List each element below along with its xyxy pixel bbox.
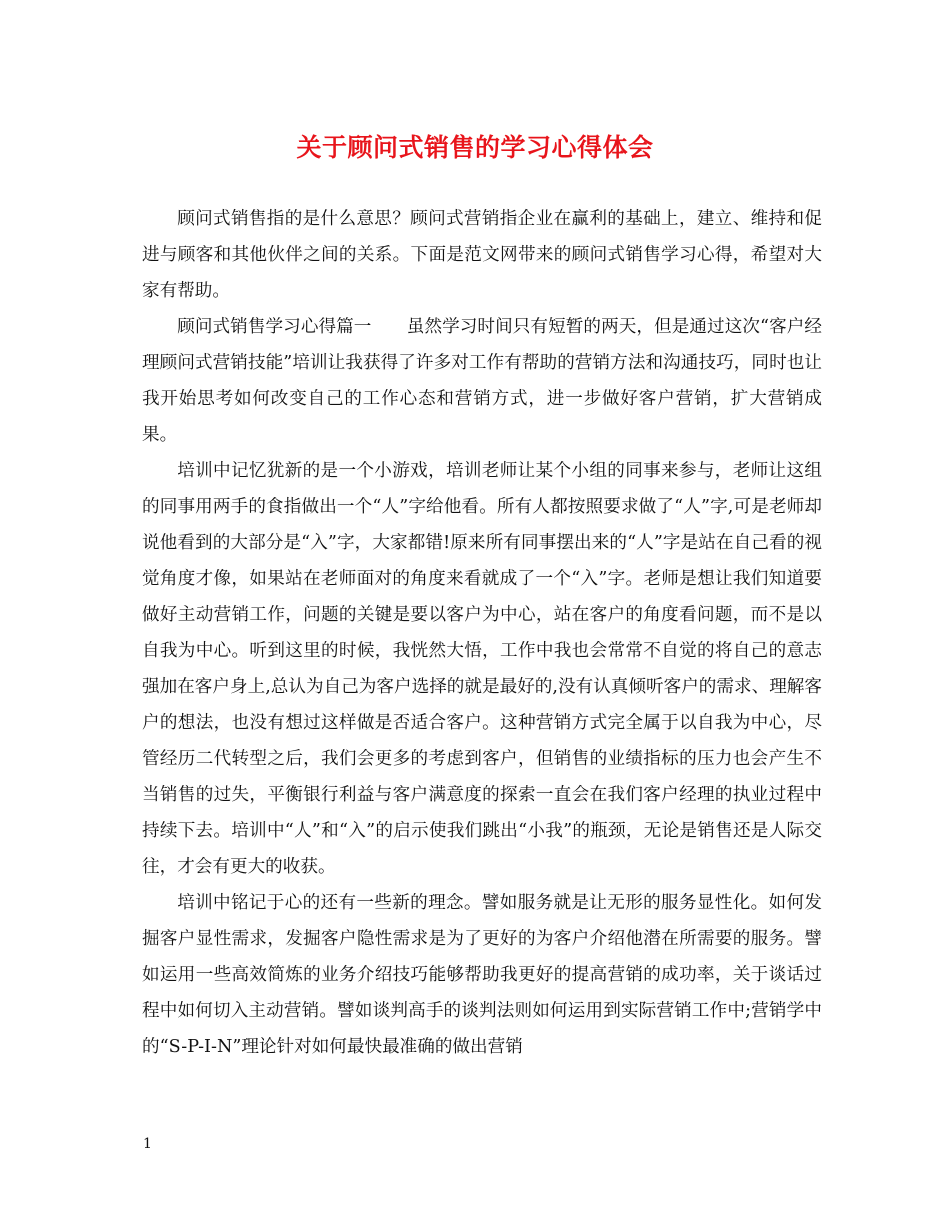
document-title: 关于顾问式销售的学习心得体会: [296, 133, 654, 162]
paragraph-game-story: 培训中记忆犹新的是一个小游戏，培训老师让某个小组的同事来参与，老师让这组的同事用两手的食指做出一个“人”字给他看。所有人都按照要求做了“人”字,可是老师却说他看到的大部分是“入”字，大家都错!原来所有同事摆出来的“人”字是站在自己看的视觉角度才像，如果站在老师面对的角度来看就成了一个“入”字。老师是想让我们知道要做好主动营销工作，问题的关键是要以客户为中心，站在客户的角度看问题，而不是以自我为中心。听到这里的时候，我恍然大悟，工作中我也会常常不自觉的将自己的意志强加在客户身上,总认为自己为客户选择的就是最好的,没有认真倾听客户的需求、理解客户的想法，也没有想过这样做是否适合客户。这种营销方式完全属于以自我为中心，尽管经历二代转型之后，我们会更多的考虑到客户，但销售的业绩指标的压力也会产生不当销售的过失，平衡银行利益与客户满意度的探索一直会在我们客户经理的执业过程中持续下去。培训中“人”和“入”的启示使我们跳出“小我”的瓶颈，无论是销售还是人际交往，才会有更大的收获。: [142, 461, 822, 877]
paragraph-section-one: 顾问式销售学习心得篇一 虽然学习时间只有短暂的两天，但是通过这次“客户经理顾问式营销技能”培训让我获得了许多对工作有帮助的营销方法和沟通技巧，同时也让我开始思考如何改变自己的工作心态和营销方式，进一步做好客户营销，扩大营销成果。: [142, 317, 822, 445]
paragraph-new-concepts: 培训中铭记于心的还有一些新的理念。譬如服务就是让无形的服务显性化。如何发掘客户显性需求，发掘客户隐性需求是为了更好的为客户介绍他潜在所需要的服务。譬如运用一些高效简炼的业务介绍技巧能够帮助我更好的提高营销的成功率，关于谈话过程中如何切入主动营销。譬如谈判高手的谈判法则如何运用到实际营销工作中;营销学中的“S-P-I-N”理论针对如何最快最准确的做出营销: [142, 893, 822, 1057]
page-number: 1: [143, 1136, 152, 1152]
document-body: [142, 201, 822, 1065]
paragraph-intro: 顾问式销售指的是什么意思？顾问式营销指企业在赢利的基础上，建立、维持和促进与顾客和其他伙伴之间的关系。下面是范文网带来的顾问式销售学习心得，希望对大家有帮助。: [142, 209, 822, 301]
